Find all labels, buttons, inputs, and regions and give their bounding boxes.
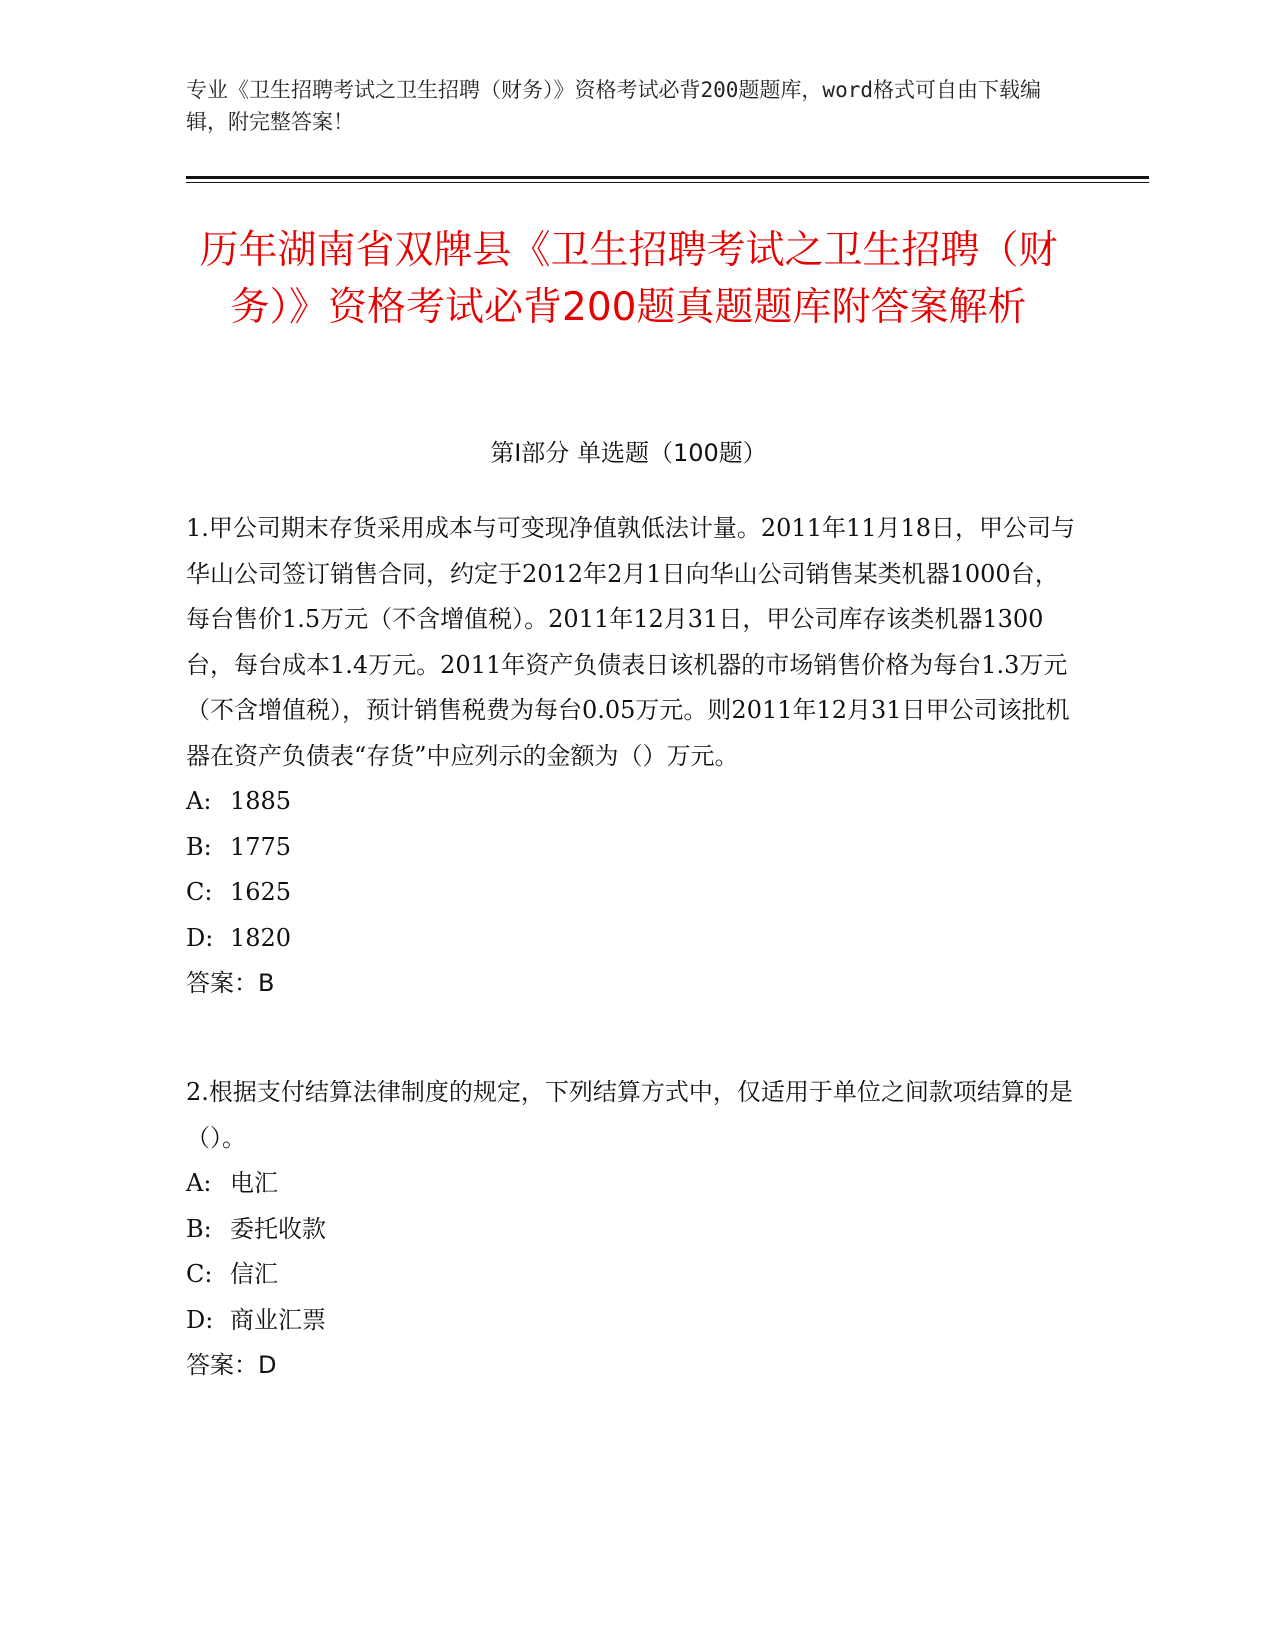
option-text: 委托收款 (230, 1214, 326, 1243)
option-letter: A: (186, 787, 212, 815)
question-stem: 2.根据支付结算法律制度的规定，下列结算方式中，仅适用于单位之间款项结算的是（）。 (186, 1078, 1073, 1152)
option-letter: B: (186, 832, 212, 861)
header-divider-thin (186, 182, 1149, 183)
option-text: 1625 (230, 878, 292, 906)
option-c (186, 870, 1076, 916)
option-text: 1775 (230, 832, 292, 861)
option-letter: C: (186, 1260, 213, 1288)
header-divider-thick (186, 176, 1149, 179)
option-letter: A: (186, 1169, 212, 1197)
question-stem: 1.甲公司期末存货采用成本与可变现净值孰低法计量。2011年11月18日，甲公司与华山公司签订销售合同，约定于2012年2月1日向华山公司销售某类机器1000台，每台售价1.5万元（不含增值税）。2011年12月31日，甲公司库存该类机器1300台，每台成本1.4万元。2011年资产负债表日该机器的市场销售价格为每台1.3万元（不含增值税），预计销售税费为每台0.05万元。则2011年12月31日甲公司该批机器在资产负债表“存货”中应列示的金额为（）万元。 (186, 514, 1076, 770)
option-text: 电汇 (230, 1169, 278, 1197)
document-title: 历年湖南省双牌县《卫生招聘考试之卫生招聘（财务）》资格考试必背200题真题题库附答案解析 (199, 228, 1058, 330)
option-letter: D: (186, 1305, 214, 1334)
option-a (186, 1161, 1076, 1207)
section-title: 第Ⅰ部分 单选题（100题） (490, 439, 767, 467)
option-b (186, 825, 1076, 871)
option-b (186, 1207, 1076, 1253)
question-2 (186, 1070, 1076, 1389)
header-note: 专业《卫生招聘考试之卫生招聘（财务）》资格考试必背200题题库，word格式可自由下载编辑，附完整答案！ (186, 78, 1041, 134)
option-c (186, 1252, 1076, 1298)
answer-line: 答案：B (186, 969, 275, 997)
option-d (186, 1298, 1076, 1344)
option-letter: B: (186, 1214, 212, 1243)
option-letter: C: (186, 878, 213, 906)
answer-line: 答案：D (186, 1351, 277, 1379)
question-1 (186, 506, 1076, 1007)
option-text: 商业汇票 (230, 1305, 326, 1334)
option-a (186, 779, 1076, 825)
option-text: 1885 (230, 787, 292, 815)
option-text: 1820 (230, 923, 292, 952)
option-text: 信汇 (230, 1260, 278, 1288)
option-d (186, 916, 1076, 962)
option-letter: D: (186, 923, 214, 952)
